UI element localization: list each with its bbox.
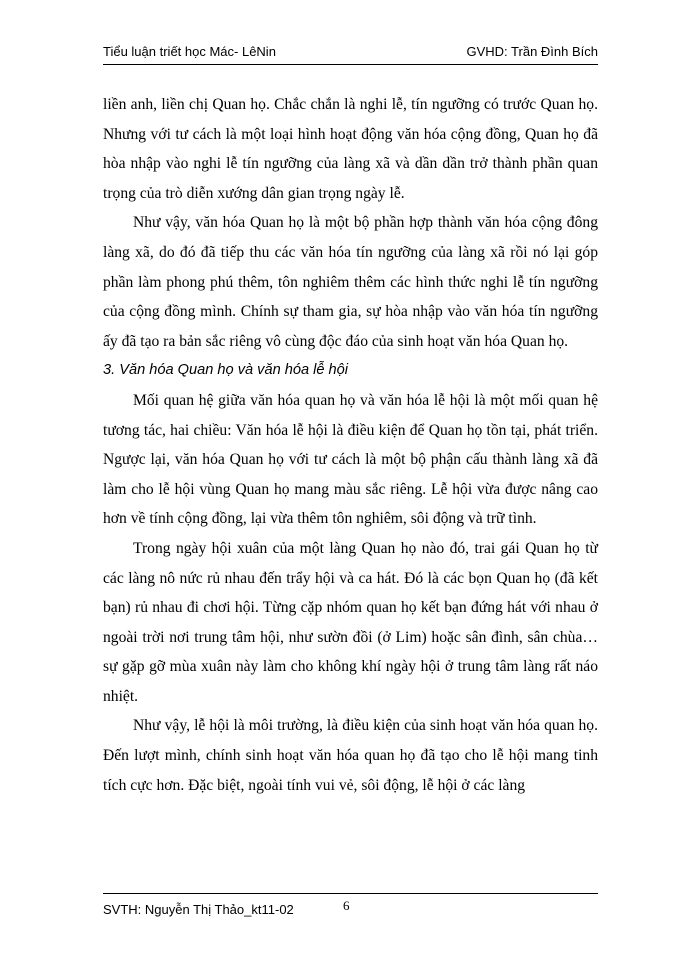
footer-student: SVTH: Nguyễn Thị Thảo_kt11-02	[103, 902, 294, 917]
paragraph-3: Mối quan hệ giữa văn hóa quan họ và văn hóa lễ hội là một mối quan hệ tương tác, hai chiều: Văn hóa lễ hội là điều kiện để Quan họ tồn tại, phát triển. Ngược lại, văn hóa Quan họ với tư cách là một bộ phận cấu thành làng xã đã làm cho lễ hội vùng Quan họ mang màu sắc riêng. Lễ hội vừa được nâng cao hơn về tính cộng đồng, lại vừa thêm tôn nghiêm, sôi động và trữ tình.	[103, 391, 598, 528]
paragraph-2: Như vậy, văn hóa Quan họ là một bộ phần hợp thành văn hóa cộng đông làng xã, do đó đã tiếp thu các văn hóa tín ngưỡng của làng xã rồi nó lại góp phần làm phong phú thêm, tôn nghiêm thêm các hình thức nghi lễ tín ngưỡng của cộng đồng mình. Chính sự tham gia, sự hòa nhập vào văn hóa tín ngưỡng ấy đã tạo ra bản sắc riêng vô cùng độc đáo của sinh hoạt văn hóa Quan họ.	[103, 214, 598, 350]
page-footer	[103, 893, 598, 916]
paragraph-4: Trong ngày hội xuân của một làng Quan họ nào đó, trai gái Quan họ từ các làng nô nức rủ nhau đến trẩy hội và ca hát. Đó là các bọn Quan họ (đã kết bạn) rủ nhau đi chơi hội. Từng cặp nhóm quan họ kết bạn đứng hát với nhau ở ngoài trời nơi trung tâm hội, như sườn đồi (ở Lim) hoặc sân đình, sân chùa…sự gặp gỡ mùa xuân này làm cho không khí ngày hội ở trung tâm làng rất náo nhiệt.	[103, 539, 598, 705]
paragraph-5: Như vậy, lễ hội là môi trường, là điều kiện của sinh hoạt văn hóa quan họ. Đến lượt mình, chính sinh hoạt văn hóa quan họ đã tạo cho lễ hội mang tinh tích cực hơn. Đặc biệt, ngoài tính vui vẻ, sôi động, lễ hội ở các làng	[103, 717, 598, 794]
paragraph-1: liền anh, liền chị Quan họ. Chắc chắn là nghi lễ, tín ngưỡng có trước Quan họ. Nhưng với tư cách là một loại hình hoạt động văn hóa cộng đồng, Quan họ đã hòa nhập vào nghi lễ tín ngưỡng của làng xã và dần dần trở thành phần quan trọng của trò diễn xướng dân gian trọng ngày lễ.	[103, 96, 598, 202]
page-number: 6	[343, 898, 350, 913]
header-instructor: GVHD: Trần Đình Bích	[466, 44, 598, 59]
section-heading: 3. Văn hóa Quan họ và văn hóa lễ hội	[103, 362, 349, 379]
header-course-title: Tiểu luận triết học Mác- LêNin	[103, 44, 276, 59]
page-content	[103, 90, 598, 800]
page-header	[103, 44, 598, 65]
